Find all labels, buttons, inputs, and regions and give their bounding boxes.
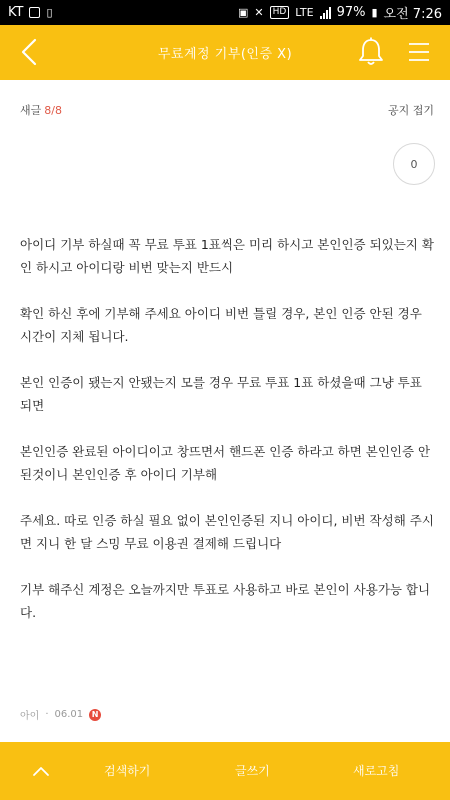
post-footer [20, 707, 101, 722]
scroll-top-button[interactable] [28, 758, 54, 784]
time-label: 오전 7:26 [383, 7, 442, 22]
back-button[interactable] [12, 35, 46, 69]
hd-badge: HD [270, 6, 290, 19]
footer-separator: · [45, 709, 49, 720]
post-paragraph: 기부 해주신 계정은 오늘까지만 투표로 사용하고 바로 본인이 사용가능 합니다. [20, 582, 431, 620]
post-paragraph: 본인 인증이 됐는지 안됐는지 모를 경우 무료 투표 1표 하셨을때 그냥 투표 되면 [20, 375, 422, 413]
battery-icon: ▮ [371, 6, 378, 19]
vibrate-icon: ▣ [237, 6, 249, 19]
notification-icon [29, 7, 40, 18]
post-paragraph: 아이디 기부 하실때 꼭 무료 투표 1표씩은 미리 하시고 본인인증 되있는지 확인 하시고 아이디랑 비번 맞는지 반드시 [20, 237, 434, 275]
status-bar [0, 0, 450, 25]
status-right [238, 3, 442, 22]
lte-label: LTE [295, 6, 314, 19]
bell-icon [357, 37, 385, 67]
carrier-label: KT [8, 5, 24, 20]
refresh-button[interactable]: 새로고침 [353, 764, 400, 778]
hamburger-menu-icon [407, 41, 431, 63]
new-posts-count: 8/8 [44, 104, 62, 117]
author-name[interactable]: 아이 [20, 711, 40, 722]
new-posts-indicator [20, 102, 62, 118]
chevron-left-icon [20, 38, 38, 66]
notice-fold-button[interactable]: 공지 접기 [387, 104, 434, 117]
write-button[interactable]: 글쓰기 [235, 764, 270, 778]
page-title: 무료계정 기부(인증 X) [157, 47, 293, 62]
mute-icon: ✕ [254, 6, 264, 19]
post-paragraph: 본인인증 완료된 아이디이고 창뜨면서 핸드폰 인증 하라고 하면 본인인증 안된것이니 본인인증 후 아이디 기부해 [20, 444, 431, 482]
chevron-up-icon [32, 765, 50, 777]
new-badge: N [89, 709, 101, 721]
menu-button[interactable] [402, 35, 436, 69]
notification-button[interactable] [354, 35, 388, 69]
app-header [0, 25, 450, 80]
post-body [20, 233, 435, 647]
search-button[interactable]: 검색하기 [104, 764, 151, 778]
battery-label: 97% [336, 5, 366, 20]
comment-count-button[interactable]: 0 [393, 143, 435, 185]
signal-icon [320, 7, 331, 19]
post-paragraph: 주세요. 따로 인증 하실 필요 없이 본인인증된 지니 아이디, 비번 작성해 주시면 지니 한 달 스밍 무료 이용권 결제해 드립니다 [20, 513, 434, 551]
post-paragraph: 확인 하신 후에 기부해 주세요 아이디 비번 틀릴 경우, 본인 인증 안된 경우 시간이 지체 됩니다. [20, 306, 422, 344]
status-left [8, 5, 53, 20]
doc-icon: ▯ [46, 6, 53, 19]
new-posts-label: 새글 [20, 104, 42, 117]
bottom-toolbar [0, 742, 450, 800]
post-date: 06.01 [54, 709, 84, 720]
